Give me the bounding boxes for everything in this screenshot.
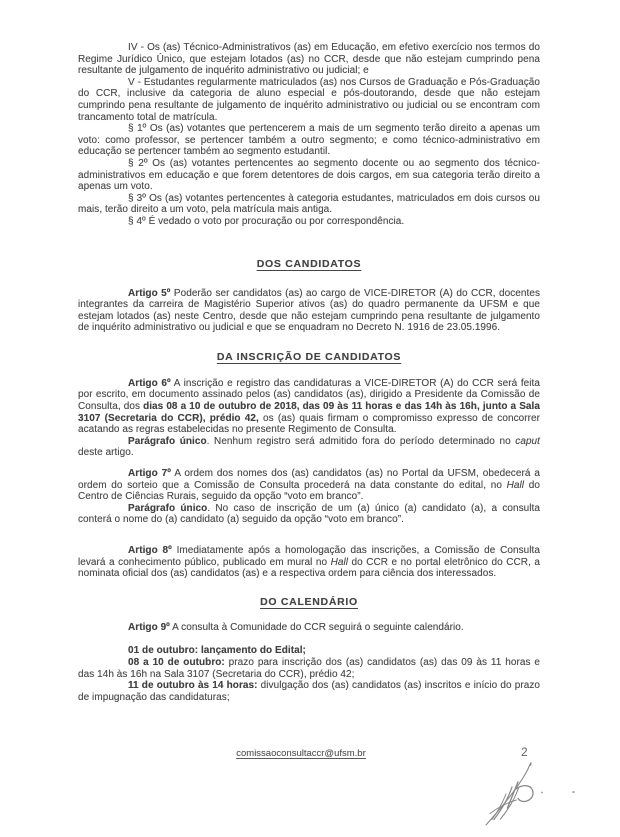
footer-email-text: comissaoconsultaccr@ufsm.br	[236, 748, 366, 759]
calendar-item-2-date: 08 a 10 de outubro:	[128, 656, 225, 668]
article-6-text: A inscrição e registro das candidaturas a VICE-DIRETOR (A) do CCR será feita por escrito, em documento assinado pelos (as) candidatos (as), dirigido a Presidente da Comissão de Consulta, dos	[78, 377, 540, 413]
sole-paragraph-text-cont: deste artigo.	[78, 447, 134, 459]
article-9	[78, 622, 540, 634]
document-body	[78, 42, 540, 703]
article-9-text: A consulta à Comunidade do CCR seguirá o seguinte calendário.	[169, 621, 464, 633]
article-7-text: A ordem dos nomes dos (as) candidatos (as) no Portal da UFSM, obedecerá a ordem do sorteio que a Comissão de Consulta procederá na data constante do edital, no	[78, 468, 540, 491]
section-heading-inscricao	[78, 351, 540, 363]
paragraph-1: § 1º Os (as) votantes que pertencerem a mais de um segmento terão direito a apenas um voto: como professor, se pertencer também a outro segmento; e como técnico-administrativo em educação se pertencer também ao segmento estudantil.	[78, 123, 540, 158]
paragraph-2: § 2º Os (as) votantes pertencentes ao segmento docente ou ao segmento dos técnico-administrativos em educação e que forem detentores de dois cargos, em sua categoria terão direito a apenas um voto.	[78, 157, 540, 193]
paragraph-3: § 3º Os (as) votantes pertencentes à categoria estudantes, matriculados em dois cursos ou mais, terão direito a um voto, pela matrícula mais antiga.	[78, 192, 540, 216]
article-6-text-cont: os (as) quais firmam o compromisso expresso de concorrer acatando as regras estabelecidas no presente Regimento de Consulta.	[78, 412, 540, 436]
clause-v: V - Estudantes regularmente matriculados (as) nos Cursos de Graduação e Pós-Graduação do CCR, inclusive da categoria de aluno especial e pós-doutorando, desde que não estejam cumprindo pena resultante de julgamento de inquérito administrativo ou judicial ou se encontram com trancamento total de matrícula.	[78, 76, 540, 123]
article-7-sole-paragraph	[78, 503, 540, 526]
hall-italic: Hall	[330, 556, 349, 568]
article-7	[78, 468, 540, 503]
article-5-text: Poderão ser candidatos (as) ao cargo de VICE-DIRETOR (A) do CCR, docentes integrantes da carreira de Magistério Superior ativos (as) do quadro permanente da UFSM e que estejam lotados (as) neste Centro, desde que não estejam cumprindo pena resultante de julgamento de inquérito administrativo ou judicial e que se enquadram no Decreto N. 1916 de 23.05.1996.	[78, 287, 540, 334]
calendar-item-3-text: divulgação dos (as) candidatos (as) inscritos e início do prazo de impugnação das candidaturas;	[78, 680, 540, 703]
calendar-item-2-text: prazo para inscrição dos (as) candidatos (as) das 09 às 11 horas e das 14h às 16h na Sala 3107 (Secretaria do CCR), prédio 42;	[78, 656, 541, 680]
article-7-text-cont: do Centro de Ciências Rurais, seguido da opção “voto em branco”.	[78, 479, 540, 503]
handwritten-signature	[478, 747, 578, 832]
page-number: 2	[521, 745, 528, 759]
paragraph-4: § 4º É vedado o voto por procuração ou por correspondência.	[128, 215, 405, 227]
sole-paragraph-label: Parágrafo único	[128, 502, 208, 514]
article-6	[78, 378, 540, 436]
article-9-label: Artigo 9º	[128, 621, 170, 633]
caput-italic: caput	[515, 435, 540, 447]
hall-italic: Hall	[506, 479, 525, 491]
heading-text: DOS CANDIDATOS	[256, 257, 362, 270]
article-8-label: Artigo 8º	[128, 545, 172, 556]
article-8-text-cont: do CCR e no portal eletrônico do CCR, a nominata oficial dos (as) candidatos (as) e a respectiva ordem para ciência dos interessados.	[78, 556, 541, 580]
heading-text: DO CALENDÁRIO	[260, 595, 358, 608]
sole-paragraph-label: Parágrafo único	[128, 435, 207, 447]
article-6-dates-bold: dias 08 a 10 de outubro de 2018, das 09 às 11 horas e das 14h às 16h, junto a Sala 3107 (Secretaria do CCR), prédio 42,	[78, 401, 540, 424]
sole-paragraph-text: . No caso de inscrição de um (a) único (a) candidato (a), a consulta conterá o nome do (a) candidato (a) seguido da opção “voto em branco”.	[78, 502, 540, 526]
clause-iv: IV - Os (as) Técnico-Administrativos (as) em Educação, em efetivo exercício nos termos do Regime Jurídico Único, que estejam lotados (as) no CCR, desde que não estejam cumprindo pena resultante de julgamento de inquérito administrativo ou judicial; e	[78, 42, 540, 77]
scan-speck	[572, 791, 575, 793]
article-5	[78, 288, 540, 334]
article-6-sole-paragraph	[78, 436, 540, 459]
section-heading-dos-candidatos	[78, 258, 540, 270]
article-5-label: Artigo 5º	[128, 287, 171, 299]
heading-text: DA INSCRIÇÃO DE CANDIDATOS	[216, 350, 402, 363]
article-6-label: Artigo 6º	[128, 377, 171, 389]
calendar-item-2	[78, 657, 540, 680]
calendar-item-1-text: 01 de outubro: lançamento do Edital;	[128, 645, 306, 657]
footer-email	[70, 748, 532, 759]
article-7-label: Artigo 7º	[128, 468, 171, 480]
article-8-text: Imediatamente após a homologação das inscrições, a Comissão de Consulta levará a conhecimento público, publicado em mural no	[78, 545, 540, 568]
calendar-item-3-date: 11 de outubro às 14 horas:	[128, 680, 258, 692]
calendar-item-3	[78, 680, 540, 703]
section-heading-calendario	[78, 596, 540, 608]
sole-paragraph-text: . Nenhum registro será admitido fora do período determinado no	[206, 435, 516, 447]
calendar-item-1	[78, 645, 540, 657]
article-8	[78, 545, 540, 580]
